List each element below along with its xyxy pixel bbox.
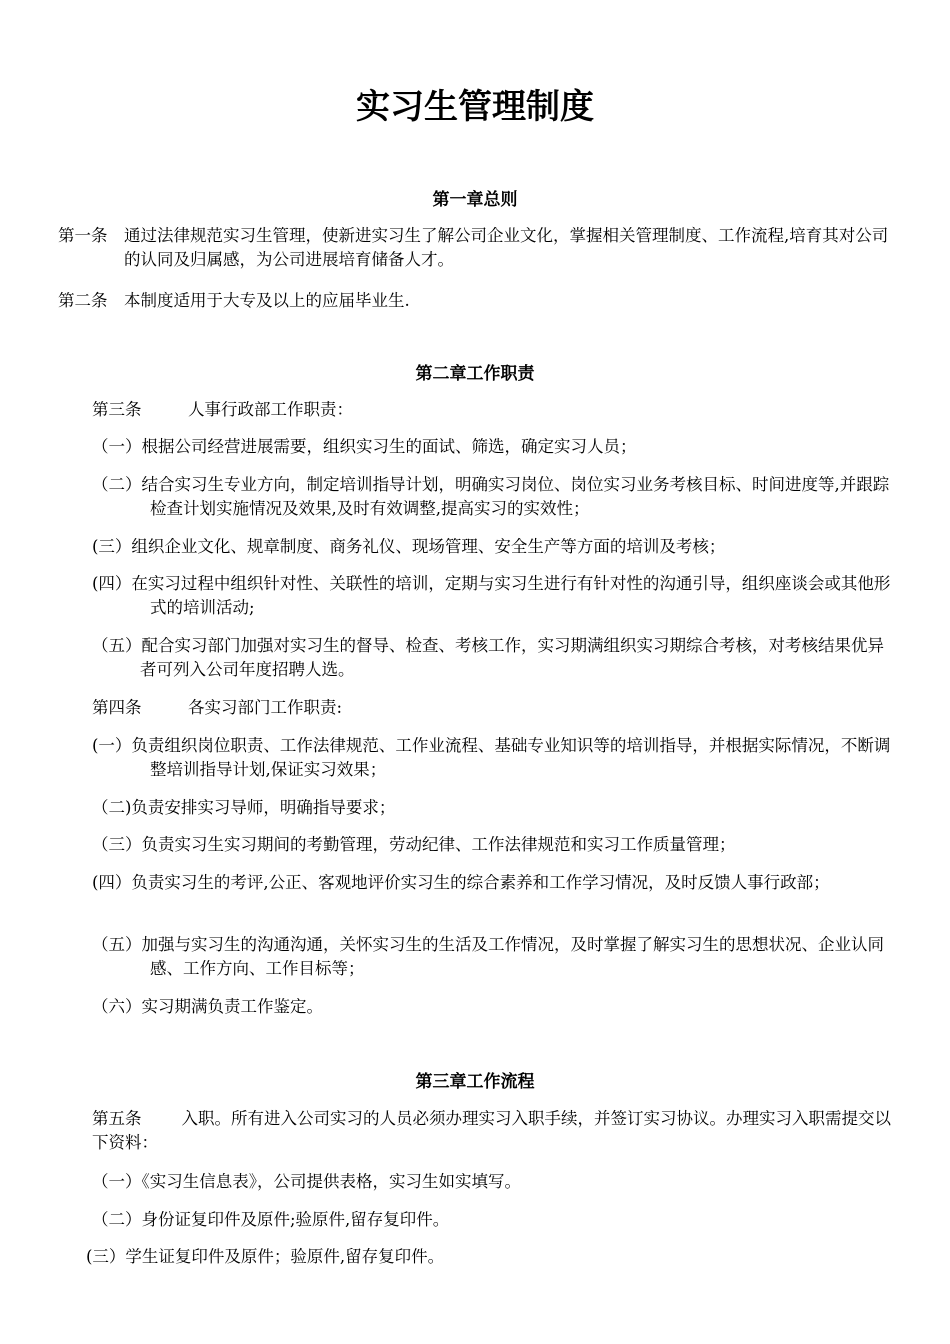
- chapter-heading-3: 第三章工作流程: [415, 1072, 535, 1092]
- article-3-item-4-text: (四）在实习过程中组织针对性、关联性的培训，定期与实习生进行有针对性的沟通引导，组织座谈会或其他形式的培训活动;: [92, 574, 891, 617]
- chapter-heading-2: 第二章工作职责: [415, 364, 535, 384]
- article-5-item-3: (三）学生证复印件及原件；验原件,留存复印件。: [86, 1247, 445, 1266]
- article-1-text: 通过法律规范实习生管理，使新进实习生了解公司企业文化，掌握相关管理制度、工作流程,培育其对公司的认同及归属感，为公司进展培育储备人才。: [124, 226, 889, 269]
- article-1: [58, 224, 894, 272]
- article-5-text: 入职。所有进入公司实习的人员必须办理实习入职手续，并签订实习协议。办理实习入职需提交以下资料：: [92, 1109, 891, 1152]
- article-2: [58, 289, 894, 313]
- article-3-item-1: （一）根据公司经营进展需要，组织实习生的面试、筛选，确定实习人员；: [92, 437, 637, 456]
- article-4-item-4-text: (四）负责实习生的考评,公正、客观地评价实习生的综合素养和工作学习情况，及时反馈人事行政部；: [92, 873, 830, 892]
- document-title: 实习生管理制度: [356, 87, 594, 127]
- article-3-item-4: [92, 572, 892, 620]
- article-3-item-5: [92, 634, 892, 682]
- article-3: [92, 398, 892, 422]
- article-3-item-5-text: （五）配合实习部门加强对实习生的督导、检查、考核工作，实习期满组织实习期综合考核，对考核结果优异者可列入公司年度招聘人选。: [92, 636, 884, 679]
- article-3-item-3: (三）组织企业文化、规章制度、商务礼仪、现场管理、安全生产等方面的培训及考核；: [92, 537, 726, 556]
- article-4-item-3: （三）负责实习生实习期间的考勤管理，劳动纪律、工作法律规范和实习工作质量管理；: [92, 835, 736, 854]
- article-4: [92, 696, 892, 720]
- article-4-item-1: [92, 734, 892, 782]
- article-4-text: 各实习部门工作职责:: [188, 698, 343, 717]
- article-4-item-2: （二)负责安排实习导师，明确指导要求；: [92, 798, 396, 817]
- article-4-number: 第四条: [92, 698, 142, 717]
- article-2-text: 本制度适用于大专及以上的应届毕业生.: [124, 291, 410, 310]
- article-5-item-1: （一）《实习生信息表》，公司提供表格，实习生如实填写。: [92, 1172, 521, 1191]
- article-4-item-4: [92, 871, 892, 895]
- article-5-item-2: （二）身份证复印件及原件;验原件,留存复印件。: [92, 1210, 450, 1229]
- article-3-item-2: [92, 473, 892, 521]
- article-1-number: 第一条: [58, 226, 108, 245]
- article-2-number: 第二条: [58, 291, 108, 310]
- article-4-item-6: （六）实习期满负责工作鉴定。: [92, 997, 323, 1016]
- article-4-item-1-text: (一）负责组织岗位职责、工作法律规范、工作业流程、基础专业知识等的培训指导，并根据实际情况，不断调整培训指导计划,保证实习效果；: [92, 736, 891, 779]
- article-5: [92, 1107, 892, 1155]
- article-4-item-5-text: （五）加强与实习生的沟通沟通，关怀实习生的生活及工作情况，及时掌握了解实习生的思想状况、企业认同感、工作方向、工作目标等；: [92, 935, 884, 978]
- article-5-number: 第五条: [92, 1109, 142, 1128]
- article-3-number: 第三条: [92, 400, 142, 419]
- chapter-heading-1: 第一章总则: [432, 190, 518, 210]
- article-3-item-2-text: （二）结合实习生专业方向，制定培训指导计划，明确实习岗位、岗位实习业务考核目标、时间进度等,并跟踪检查计划实施情况及效果,及时有效调整,提高实习的实效性；: [92, 475, 890, 518]
- article-4-item-5: [92, 933, 892, 981]
- article-3-text: 人事行政部工作职责：: [188, 400, 353, 419]
